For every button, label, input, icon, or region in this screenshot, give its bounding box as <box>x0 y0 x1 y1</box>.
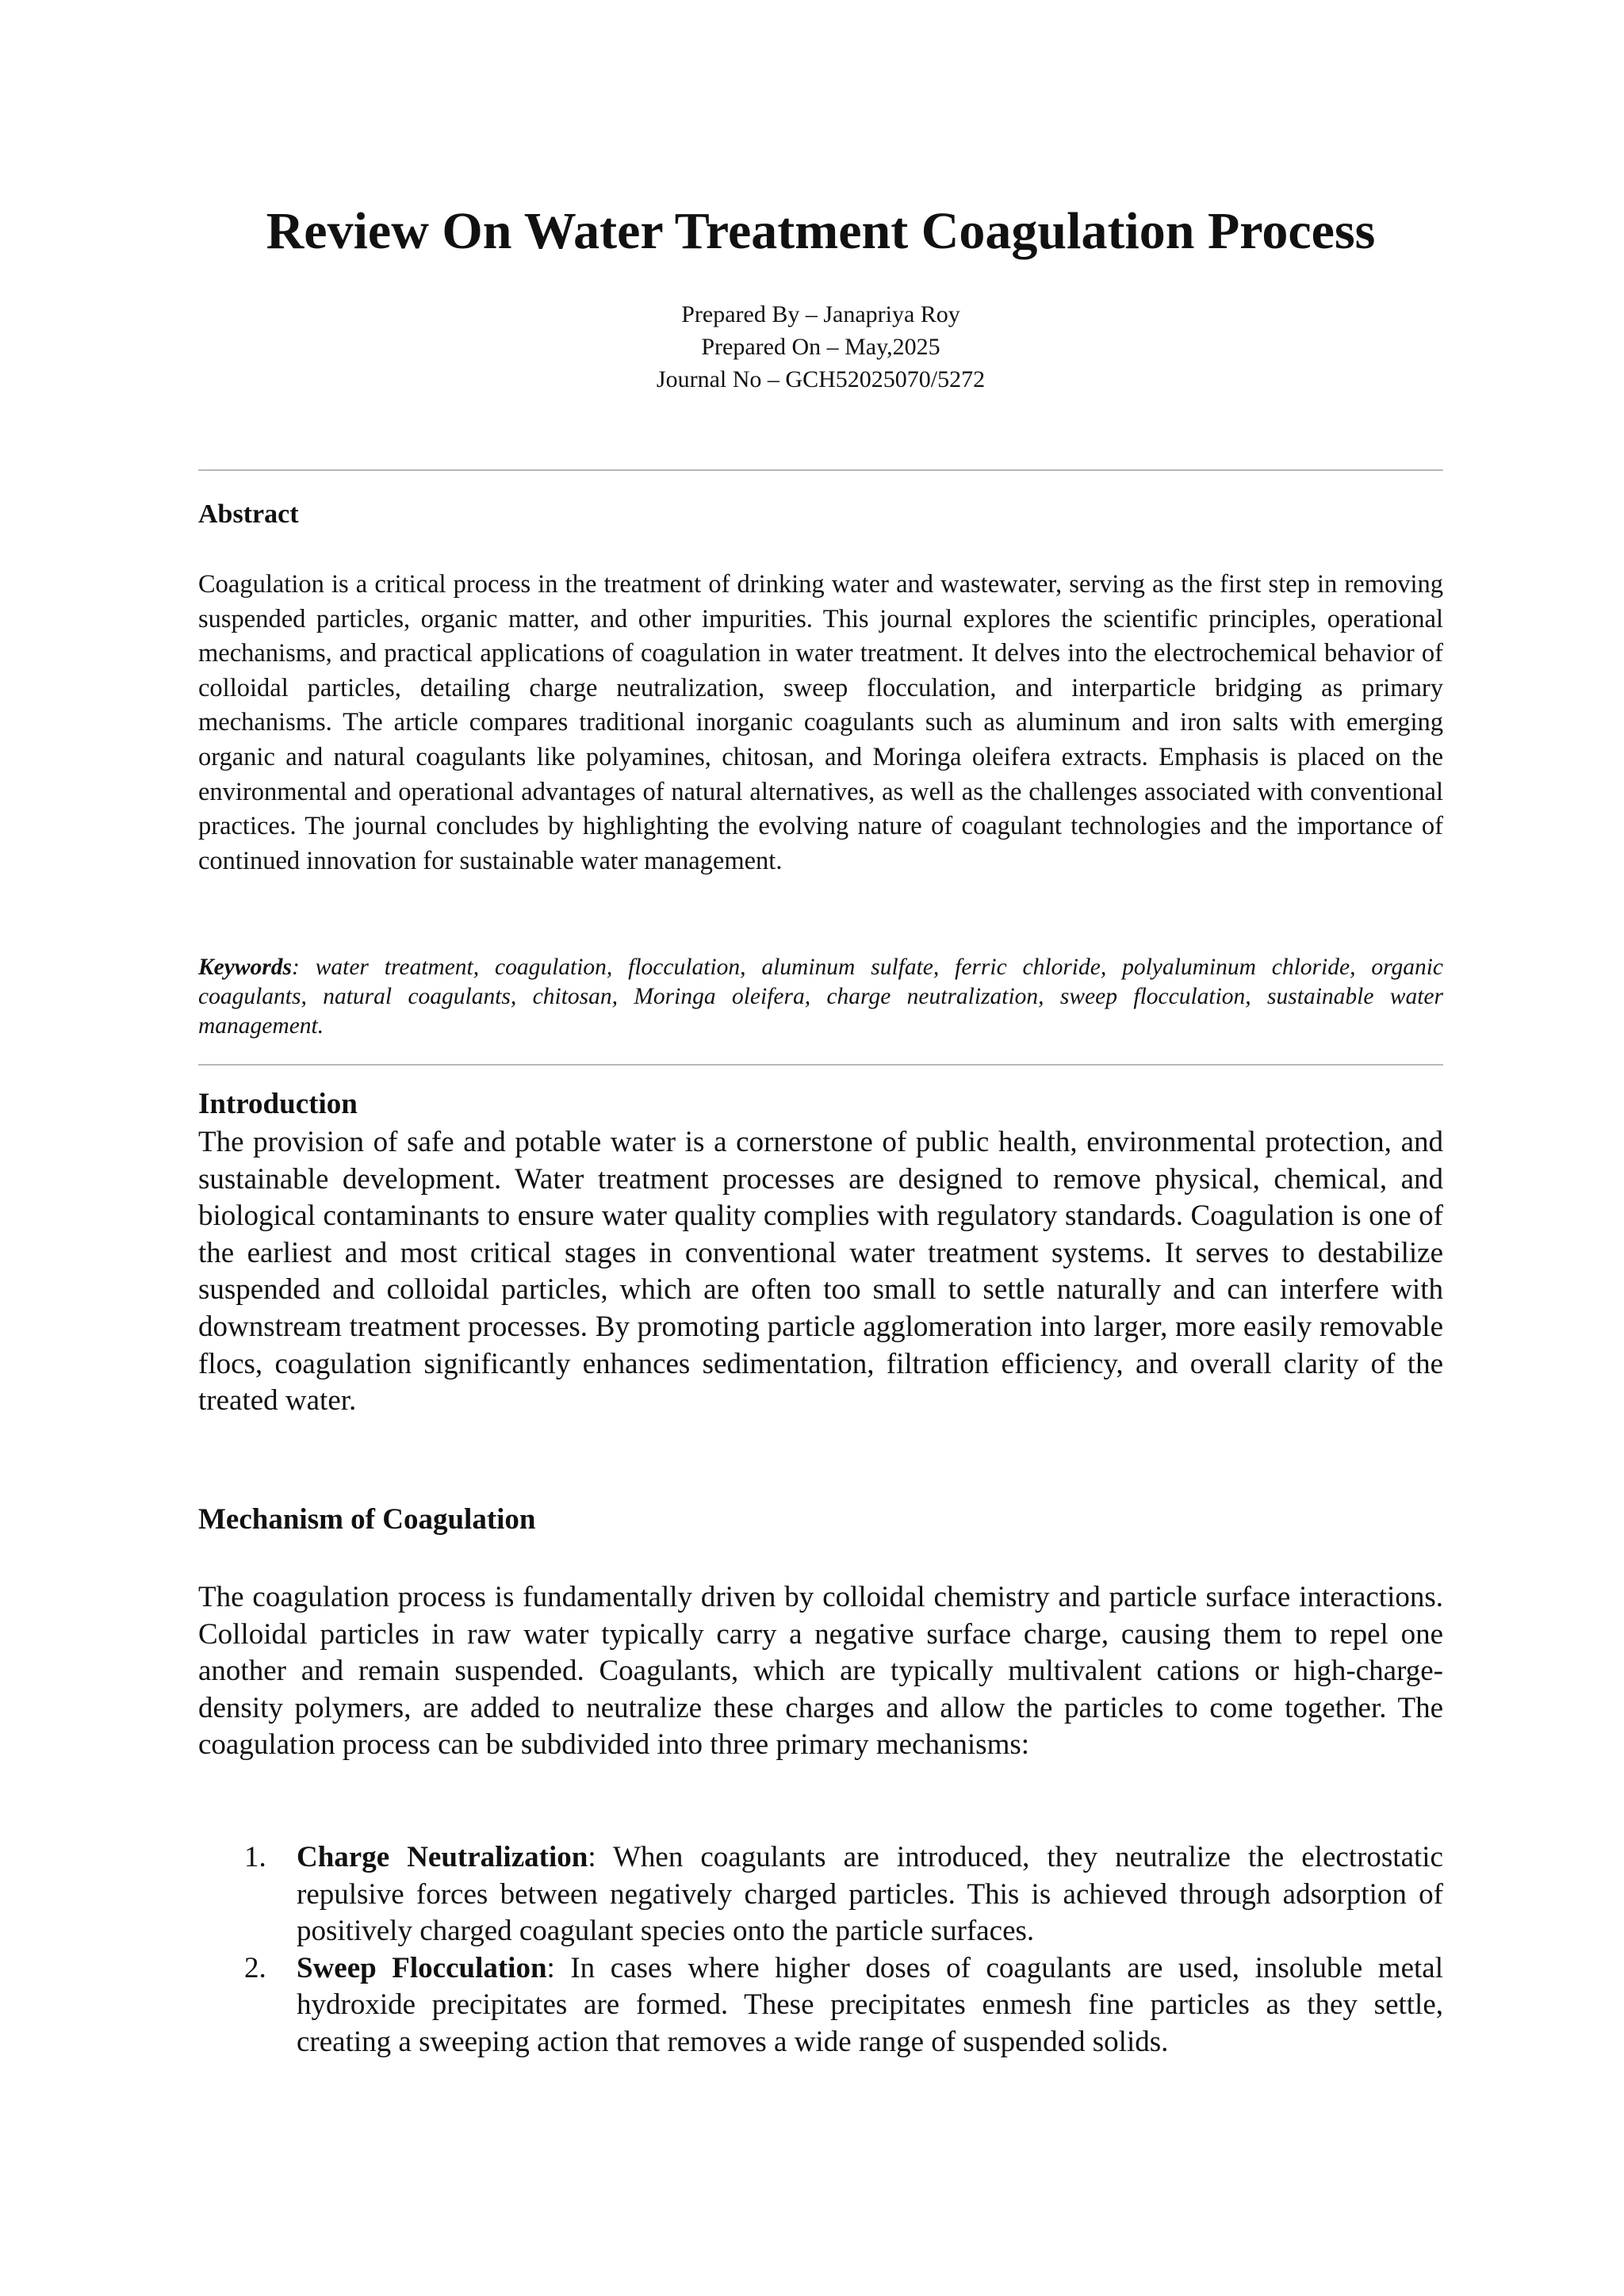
document-title: Review On Water Treatment Coagulation Process <box>266 202 1376 260</box>
abstract-text: Coagulation is a critical process in the treatment of drinking water and wastewater, serving as the first step in removing suspended particles, organic matter, and other impurities. This journal explores the scientific principles, operational mechanisms, and practical applications of coagulation in water treatment. It delves into the electrochemical behavior of colloidal particles, detailing charge neutralization, sweep flocculation, and interparticle bridging as primary mechanisms. The article compares traditional inorganic coagulants such as aluminum and iron salts with emerging organic and natural coagulants like polyamines, chitosan, and Moringa oleifera extracts. Emphasis is placed on the environmental and operational advantages of natural alternatives, as well as the challenges associated with conventional practices. The journal concludes by highlighting the evolving nature of coagulant technologies and the importance of continued innovation for sustainable water management. <box>198 570 1443 875</box>
mechanism-heading: Mechanism of Coagulation <box>198 1503 536 1536</box>
list-item <box>198 1950 1443 2061</box>
document-page <box>198 0 1443 2296</box>
introduction-text: The provision of safe and potable water is a cornerstone of public health, environmental protection, and sustainable development. Water treatment processes are designed to remove physical, chemical, and biological contaminants to ensure water quality complies with regulatory standards. Coagulation is one of the earliest and most critical stages in conventional water treatment systems. It serves to destabilize suspended and colloidal particles, which are often too small to settle naturally and can interfere with downstream treatment processes. By promoting particle agglomeration into larger, more easily removable flocs, coagulation significantly enhances sedimentation, filtration efficiency, and overall clarity of the treated water. <box>198 1126 1443 1418</box>
keywords-label: Keywords <box>198 955 292 980</box>
prepared-on: Prepared On – May,2025 <box>701 334 940 360</box>
introduction-heading: Introduction <box>198 1088 358 1120</box>
journal-number: Journal No – GCH52025070/5272 <box>656 366 986 392</box>
list-item-term: Charge Neutralization <box>297 1841 588 1873</box>
document-meta <box>198 298 1443 396</box>
top-divider <box>198 469 1443 471</box>
list-item-number: 2. <box>244 1951 266 1984</box>
list-item-text: : In cases where higher doses of coagulants are used, insoluble metal hydroxide precipitates are formed. These precipitates enmesh fine particles as they settle, creating a sweeping action that removes a wide range of suspended solids. <box>297 1951 1443 2058</box>
keywords <box>198 953 1443 1041</box>
list-item-text: : When coagulants are introduced, they neutralize the electrostatic repulsive forces between negatively charged particles. This is achieved through adsorption of positively charged coagulant species onto the particle surfaces. <box>297 1841 1443 1948</box>
abstract-heading: Abstract <box>198 499 299 529</box>
keywords-divider <box>198 1064 1443 1066</box>
mechanism-list <box>198 1839 1443 2061</box>
list-item <box>198 1839 1443 1950</box>
keywords-text: : water treatment, coagulation, flocculation, aluminum sulfate, ferric chloride, polyaluminum chloride, organic coagulants, natural coagulants, chitosan, Moringa oleifera, charge neutralization, sweep flocculation, sustainable water management. <box>198 955 1443 1039</box>
mechanism-text: The coagulation process is fundamentally driven by colloidal chemistry and particle surface interactions. Colloidal particles in raw water typically carry a negative surface charge, causing them to repel one another and remain suspended. Coagulants, which are typically multivalent cations or high-charge-density polymers, are added to neutralize these charges and allow the particles to come together. The coagulation process can be subdivided into three primary mechanisms: <box>198 1581 1443 1762</box>
list-item-number: 1. <box>244 1841 266 1873</box>
prepared-by: Prepared By – Janapriya Roy <box>681 301 960 327</box>
list-item-term: Sweep Flocculation <box>297 1951 547 1984</box>
